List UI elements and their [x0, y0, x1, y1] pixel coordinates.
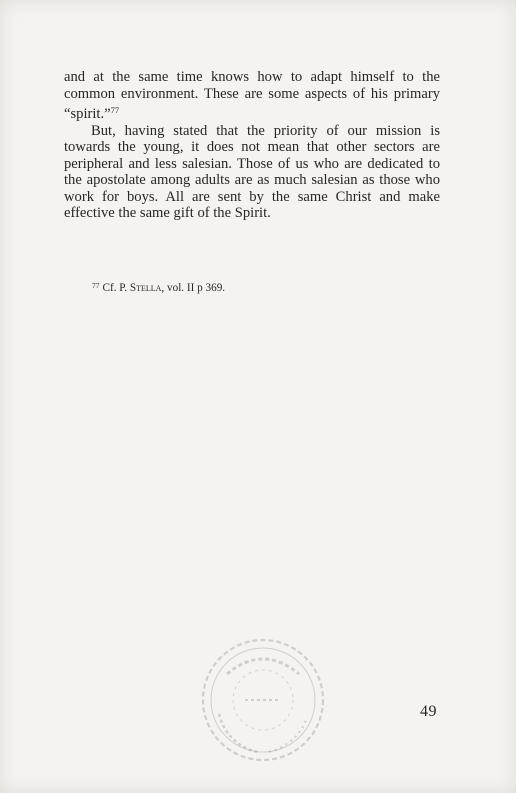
library-stamp [197, 634, 329, 766]
paragraph-1-text: and at the same time knows how to adapt himself to the common environment. These are some aspects of his primary “spirit.” [64, 69, 440, 122]
footnote-reference: 77 [110, 105, 120, 115]
footnote [92, 279, 225, 295]
paragraph-2-text: But, having stated that the priority of our mission is towards the young, it does not mean that other sectors are peripheral and less salesian. Those of us who are dedicated to the apostolate among adults are as much salesian as those who work for boys. All are sent by the same Christ and make effective the same gift of the Spirit. [64, 122, 440, 221]
footnote-suffix: , vol. II p 369. [161, 282, 226, 294]
footnote-prefix: Cf. P. [102, 282, 128, 294]
footnote-mark: 77 [92, 281, 100, 290]
page-number: 49 [420, 703, 437, 720]
paragraph-1 [64, 69, 440, 123]
paragraph-2 [64, 123, 440, 222]
footnote-author: Stella [129, 282, 162, 294]
body-text [64, 69, 440, 222]
